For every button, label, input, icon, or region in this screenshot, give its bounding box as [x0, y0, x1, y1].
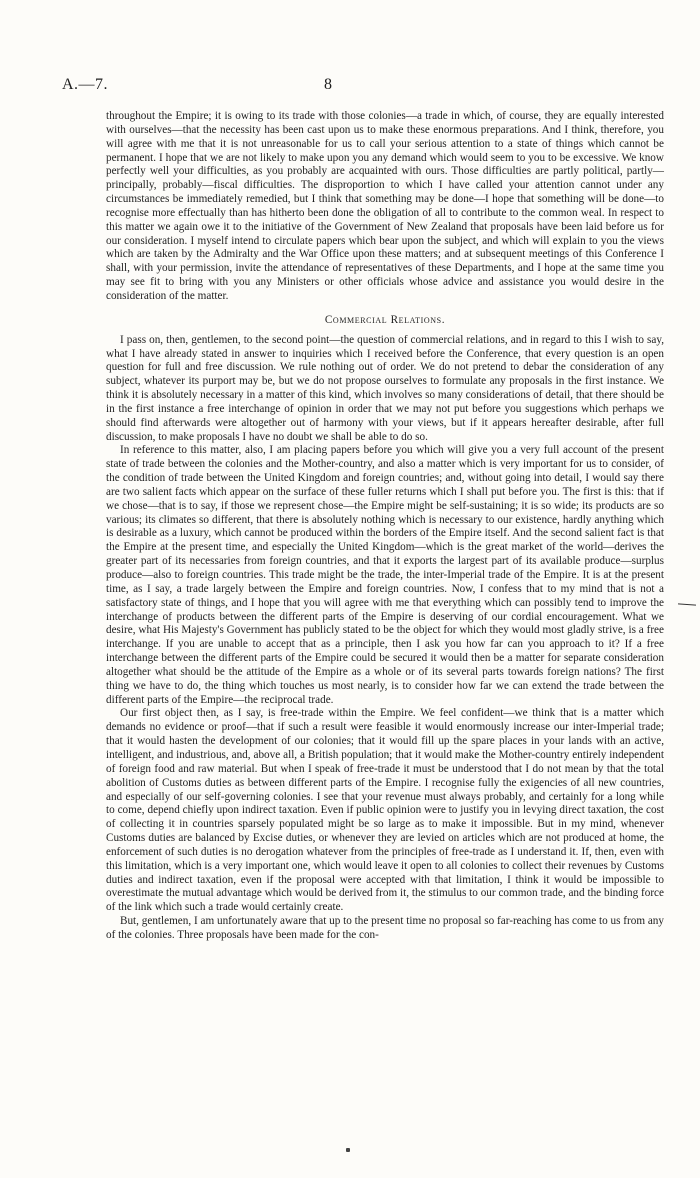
margin-mark [678, 603, 696, 605]
footer-mark [346, 1148, 350, 1152]
paragraph-continuation: throughout the Empire; it is owing to its trade with those colonies—a trade in which, of course, they are equally interested with ourselves—that the necessity has been cast upon us to make these enormous preparations. And I think, therefore, you will agree with me that it is not unreasonable for us to call your serious attention to a state of things which cannot be permanent. I hope that we are not likely to make upon you any demand which would seem to you to be excessive. We know perfectly well your difficulties, as you probably are acquainted with ours. Those difficulties are partly political, partly—principally, probably—fiscal difficulties. The disproportion to which I have called your attention cannot under any circumstances be immediately remedied, but I think that something may be done—I hope that something will be done—to recognise more effectually than has hitherto been done the obligation of all to contribute to the common weal. In respect to this matter we again owe it to the initiative of the Government of New Zealand that proposals have been laid before us for our consideration. I myself intend to circulate papers which bear upon the subject, and which will explain to you the views which are taken by the Admiralty and the War Office upon these matters; and at subsequent meetings of this Conference I shall, with your permission, invite the attendance of representatives of these Departments, and I hope at the same time you may see fit to bring with you any Ministers or other officials whose advice and assistance you would desire in the consideration of the matter. [106, 110, 664, 302]
paragraph-commercial-relations-3: Our first object then, as I say, is free-trade within the Empire. We feel confident—we think that is a matter which demands no evidence or proof—that if such a result were feasible it would enormously increase our inter-Imperial trade; that it would hasten the development of our colonies; that it would fill up the spare places in your lands with an active, intelligent, and industrious, and, above all, a British population; that it would make the Mother-country entirely independent of foreign food and raw material. But when I speak of free-trade it must be understood that I do not mean by that the total abolition of Customs duties as between different parts of the Empire. I recognise fully the exigencies of all new countries, and especially of our self-governing colonies. I see that your revenue must always probably, and certainly for a long while to come, depend chiefly upon indirect taxation. Even if public opinion were to justify you in levying direct taxation, the cost of collecting it in countries sparsely populated might be so large as to make it impossible. But in my mind, whenever Customs duties are balanced by Excise duties, or whenever they are levied on articles which are not produced at home, the enforcement of such duties is no derogation whatever from the principles of free-trade as I understand it. If, then, even with this limitation, which is a very important one, which would leave it open to all colonies to collect their revenues by Customs duties and indirect taxation, even if the proposal were accepted with that limitation, I think it would be impossible to overestimate the mutual advantage which would be derived from it, the stimulus to our common trade, and the binding force of the link which such a trade would certainly create. [106, 707, 664, 914]
body-text [106, 110, 664, 943]
paragraph-commercial-relations-2: In reference to this matter, also, I am placing papers before you which will give you a very full account of the present state of trade between the colonies and the Mother-country, and also a matter which is very important for us to consider, of the condition of trade between the United Kingdom and foreign countries; and, without going into detail, I would say there are two salient facts which appear on the surface of these fuller returns which I shall put before you. The first is this: that if we chose—that is to say, if those we represent chose—the Empire might be self-sustaining; it is so wide; its products are so various; its climates so different, that there is absolutely nothing which is necessary to our existence, hardly anything which is desirable as a luxury, which cannot be produced within the borders of the Empire itself. And the second salient fact is that the Empire at the present time, and especially the United Kingdom—which is the great market of the world—derives the greater part of its necessaries from foreign countries, and that it exports the largest part of its available produce—surplus produce—also to foreign countries. This trade might be the trade, the inter-Imperial trade of the Empire. It is at the present time, as I say, a trade largely between the Empire and foreign countries. Now, I confess that to my mind that is not a satisfactory state of things, and I hope that you will agree with me that everything which can possibly tend to improve the interchange of products between the different parts of the Empire is deserving of our cordial encouragement. What we desire, what His Majesty's Government has publicly stated to be the object for which they would most gladly strive, is a free interchange. If you are unable to accept that as a principle, then I ask you how far can you approach to it? If a free interchange between the different parts of the Empire could be secured it would then be a matter for separate consideration altogether what should be the attitude of the Empire as a whole or of its several parts towards foreign nations? The first thing we have to do, the thing which touches us most nearly, is to consider how far we can extend the trade between the different parts of the Empire—the reciprocal trade. [106, 444, 664, 706]
page-reference: A.—7. [62, 76, 109, 93]
page-number: 8 [324, 76, 332, 93]
paragraph-commercial-relations-4: But, gentlemen, I am unfortunately aware that up to the present time no proposal so far-reaching has come to us from any of the colonies. Three proposals have been made for the con- [106, 915, 664, 941]
page-header [62, 76, 662, 98]
paragraph-commercial-relations-1: I pass on, then, gentlemen, to the second point—the question of commercial relations, and in regard to this I wish to say, what I have already stated in answer to inquiries which I received before the Conference, that every question is an open question for full and free discussion. We rule nothing out of order. We do not pretend to debar the consideration of any subject, whatever its purport may be, but we do not propose ourselves to formulate any proposals in the first instance. We think it is absolutely necessary in a matter of this kind, which involves so many considerations of detail, that there should be in the first instance a free interchange of opinion in order that we may not put before you suggestions which perhaps we should find afterwards were altogether out of harmony with your views, but if it appears hereafter desirable, after full discussion, to make proposals I have no doubt we shall be able to do so. [106, 333, 664, 443]
section-heading: Commercial Relations. [324, 313, 446, 326]
